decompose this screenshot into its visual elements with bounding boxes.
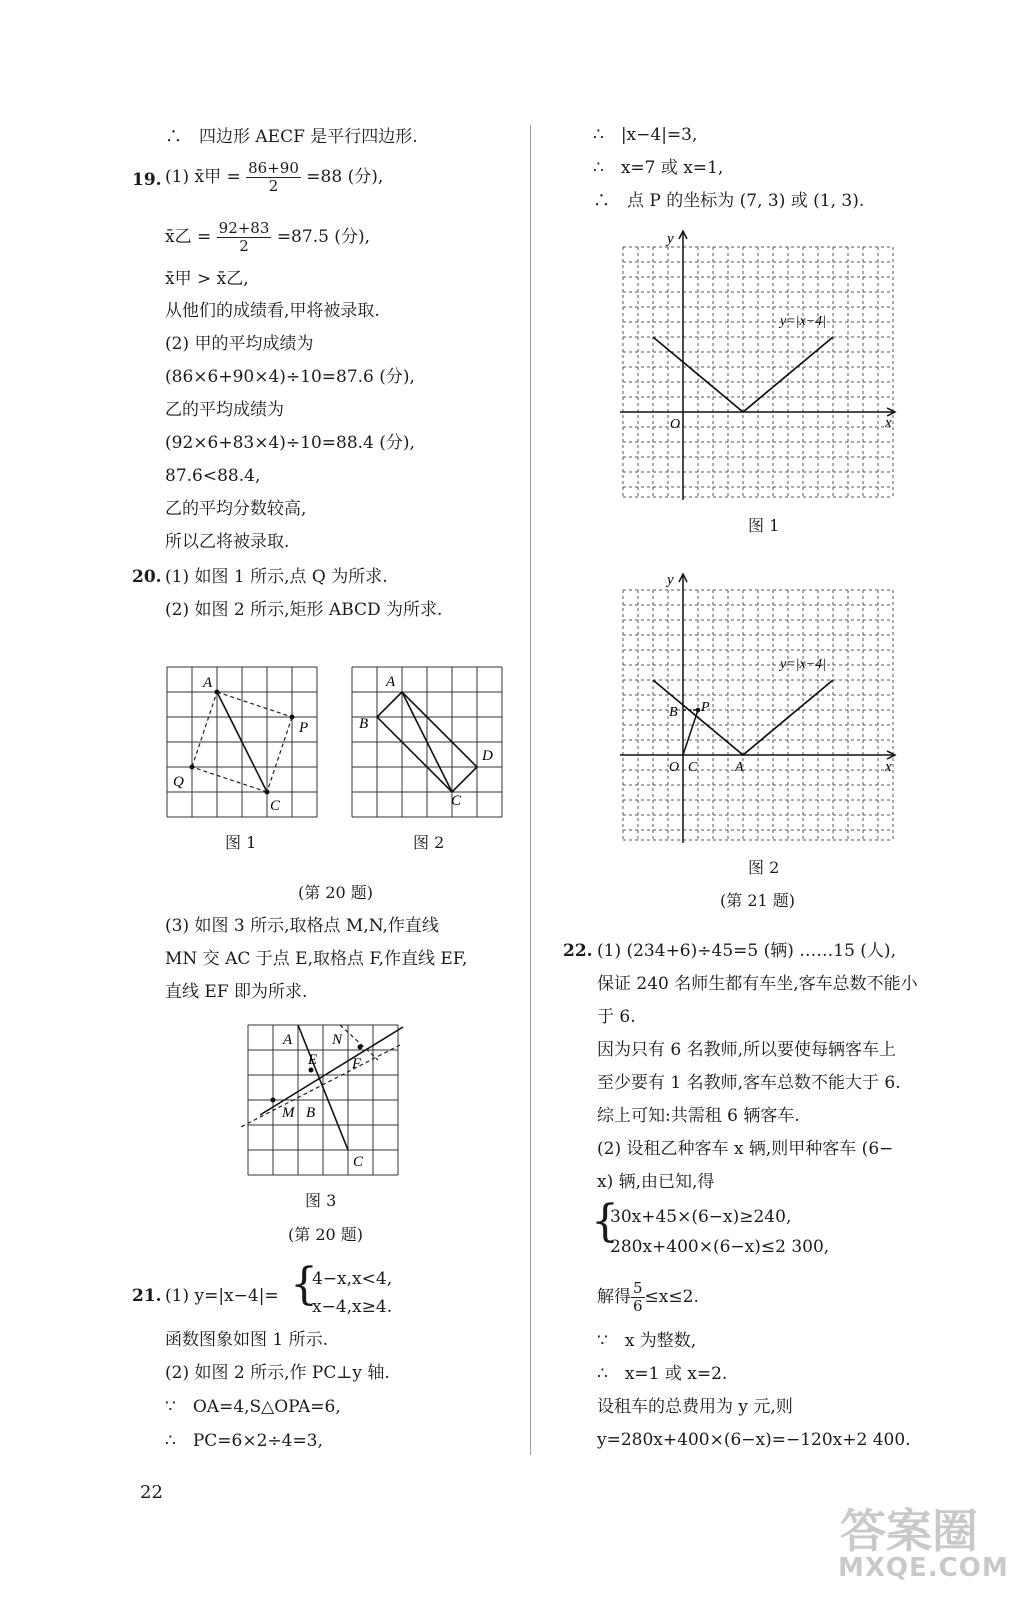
text-line: 87.6<88.4,: [165, 466, 261, 486]
label-q: Q: [173, 774, 184, 790]
numerator: 92+83: [218, 219, 270, 237]
system-line: 30x+45×(6−x)≥240,: [610, 1207, 792, 1227]
label-c: C: [353, 1154, 364, 1170]
text-line: ∴ 点 P 的坐标为 (7, 3) 或 (1, 3).: [593, 191, 865, 211]
text-line: 至少要有 1 名教师,客车总数不能大于 6.: [597, 1073, 901, 1093]
label-a: A: [386, 674, 396, 690]
formula-line: [597, 1280, 699, 1315]
text-line: 所以乙将被录取.: [165, 532, 290, 552]
formula-line: [165, 220, 370, 255]
formula-part: x̄乙 =: [165, 227, 212, 247]
numerator: 5: [633, 1279, 643, 1297]
watermark-logo: 答案圈: [840, 1504, 978, 1558]
figure-caption: 图 1: [225, 833, 257, 852]
text-line: 保证 240 名师生都有车坐,客车总数不能小: [597, 974, 918, 994]
text-line: 从他们的成绩看,甲将被录取.: [165, 301, 380, 321]
axis-x-label: x: [885, 415, 892, 431]
label-n: N: [332, 1032, 343, 1048]
label-p: P: [299, 720, 309, 736]
label-p: P: [701, 700, 710, 715]
brace: {: [290, 1259, 318, 1310]
brace: {: [591, 1196, 619, 1247]
column-divider: [530, 125, 531, 1455]
figure-1-grid: [160, 660, 330, 830]
text-line: 因为只有 6 名教师,所以要使每辆客车上: [597, 1040, 897, 1060]
group-caption: (第 21 题): [720, 891, 796, 910]
text-line: (2) 设租乙种客车 x 辆,则甲种客车 (6−: [597, 1139, 894, 1159]
text-line: (3) 如图 3 所示,取格点 M,N,作直线: [165, 916, 439, 936]
denominator: 6: [633, 1297, 643, 1315]
function-label: y=|x−4|: [780, 314, 827, 329]
label-m: M: [282, 1105, 295, 1121]
figure-caption: 图 2: [748, 858, 780, 877]
figure-2-grid: [345, 660, 515, 830]
text-line: (92×6+83×4)÷10=88.4 (分),: [165, 433, 415, 453]
formula-part: (1) x̄甲 =: [165, 167, 241, 187]
formula-part: =88 (分),: [306, 167, 384, 187]
text-line: x̄甲 > x̄乙,: [165, 269, 249, 289]
text-line: 直线 EF 即为所求.: [165, 982, 308, 1002]
label-c: C: [270, 798, 281, 814]
text-line: ∴ PC=6×2÷4=3,: [165, 1431, 323, 1451]
origin-label: O: [670, 417, 681, 432]
label-b: B: [359, 716, 369, 732]
graph-2: [615, 568, 900, 853]
axis-y-label: y: [667, 572, 674, 588]
text-line: MN 交 AC 于点 E,取格点 F,作直线 EF,: [165, 949, 468, 969]
numerator: 86+90: [248, 159, 299, 177]
text-line: 综上可知:共需租 6 辆客车.: [597, 1106, 800, 1126]
label-a: A: [283, 1032, 293, 1048]
question-number: 20.: [132, 567, 162, 587]
figure-caption: 图 2: [413, 833, 445, 852]
label-f: F: [352, 1056, 362, 1072]
text-line: ∴ 四边形 AECF 是平行四边形.: [165, 127, 418, 147]
fraction: [631, 1280, 645, 1315]
text-line: (2) 甲的平均成绩为: [165, 334, 314, 354]
axis-y-label: y: [667, 231, 674, 247]
denominator: 2: [239, 237, 249, 255]
fraction: [246, 160, 301, 195]
watermark-url: MXQE.COM: [838, 1553, 1009, 1583]
text-line: (86×6+90×4)÷10=87.6 (分),: [165, 367, 415, 387]
text-line: ∴ x=7 或 x=1,: [593, 158, 724, 178]
origin-label: O: [669, 760, 680, 775]
text-line: 函数图象如图 1 所示.: [165, 1330, 329, 1350]
figure-caption: 图 3: [305, 1191, 337, 1210]
function-label: y=|x−4|: [780, 657, 827, 672]
axis-x-label: x: [885, 759, 892, 775]
text-line: ∵ OA=4,S△OPA=6,: [165, 1397, 341, 1417]
text-line: (2) 如图 2 所示,作 PC⊥y 轴.: [165, 1363, 390, 1383]
formula-line: [165, 160, 383, 195]
text-line: ∴ x=1 或 x=2.: [597, 1364, 728, 1384]
text-line: ∵ x 为整数,: [597, 1331, 697, 1351]
text-line: 乙的平均成绩为: [165, 400, 284, 420]
formula-part: 解得: [597, 1287, 631, 1307]
question-number: 21.: [132, 1286, 162, 1306]
text-line: (2) 如图 2 所示,矩形 ABCD 为所求.: [165, 600, 443, 620]
label-b: B: [306, 1105, 316, 1121]
question-number: 22.: [563, 941, 593, 961]
figure-caption: 图 1: [748, 516, 780, 535]
group-caption: (第 20 题): [298, 883, 374, 902]
case-line: 4−x,x<4,: [312, 1269, 393, 1289]
page-number: 22: [140, 1482, 163, 1503]
formula-part: =87.5 (分),: [276, 227, 370, 247]
formula-part: ≤x≤2.: [644, 1287, 699, 1307]
text-line: 于 6.: [597, 1007, 636, 1027]
text-line: 设租车的总费用为 y 元,则: [597, 1397, 793, 1417]
system-line: 280x+400×(6−x)≤2 300,: [610, 1237, 830, 1257]
label-b: B: [669, 705, 678, 720]
text-line: (1) (234+6)÷45=5 (辆) ……15 (人),: [597, 941, 896, 961]
figure-3-grid: [240, 1020, 410, 1180]
label-c: C: [451, 793, 462, 809]
group-caption: (第 20 题): [288, 1225, 364, 1244]
label-a: A: [203, 675, 213, 691]
fraction: [217, 220, 272, 255]
case-line: x−4,x≥4.: [312, 1297, 393, 1317]
text-line: ∴ |x−4|=3,: [593, 125, 698, 145]
text-line: y=280x+400×(6−x)=−120x+2 400.: [597, 1430, 911, 1450]
question-number: 19.: [132, 170, 162, 190]
label-d: D: [482, 748, 493, 764]
text-line: (1) 如图 1 所示,点 Q 为所求.: [165, 567, 388, 587]
text-line: 乙的平均分数较高,: [165, 499, 307, 519]
label-e: E: [308, 1052, 318, 1068]
formula-part: (1) y=|x−4|=: [165, 1286, 279, 1306]
text-line: x) 辆,由已知,得: [597, 1172, 715, 1192]
denominator: 2: [268, 177, 279, 195]
label-c: C: [688, 760, 698, 775]
label-a: A: [735, 760, 744, 775]
graph-1: [615, 225, 900, 510]
